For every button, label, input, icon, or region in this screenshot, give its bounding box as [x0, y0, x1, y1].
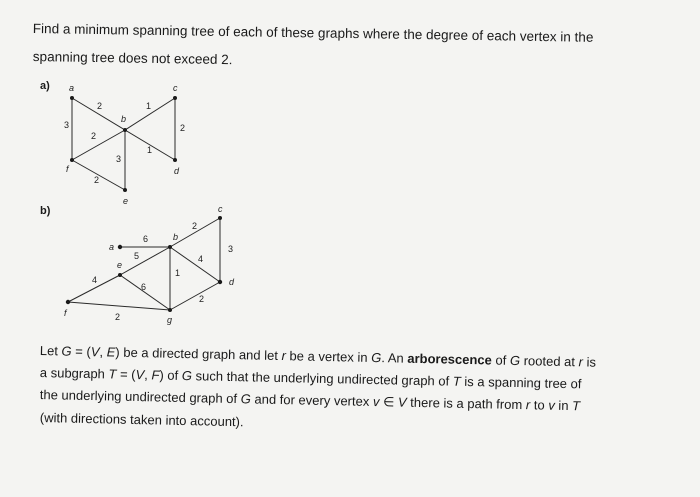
weight-f-g: 2	[115, 312, 121, 322]
vertex-label-a: a	[69, 83, 75, 93]
weight-c-d: 3	[228, 244, 234, 254]
definition-line-2: a subgraph T = (V, F) of G such that the underlying undirected graph of T is a spanning tree of	[39, 365, 582, 392]
vertex-d	[218, 280, 222, 284]
weight-b-e: 5	[134, 251, 140, 261]
weight-b-c: 1	[146, 101, 152, 111]
definition-line-1: Let G = (V, E) be a directed graph and let r be a vertex in G. An arborescence of G rooted at r is	[39, 343, 597, 370]
weight-a-b: 6	[143, 234, 149, 244]
definition-line-4: (with directions taken into account).	[39, 410, 244, 430]
vertex-f	[66, 300, 70, 304]
vertex-a	[118, 245, 122, 249]
weight-c-d: 2	[180, 123, 186, 133]
weight-b-g: 1	[175, 268, 181, 278]
weight-e-f: 4	[92, 275, 98, 285]
weight-b-d: 4	[198, 254, 204, 264]
edge-e-g	[120, 275, 170, 310]
vertex-label-d: d	[229, 277, 235, 287]
vertex-label-f: f	[66, 164, 69, 174]
weight-e-g: 6	[141, 282, 147, 292]
weight-b-f: 2	[91, 131, 97, 141]
vertex-label-e: e	[123, 196, 129, 206]
weight-b-e: 3	[116, 154, 122, 164]
vertex-label-f: f	[64, 308, 67, 318]
weight-g-d: 2	[199, 294, 205, 304]
vertex-label-d: d	[174, 166, 180, 176]
vertex-label-a: a	[109, 242, 115, 252]
definition-line-3: the underlying undirected graph of G and for every vertex v ∈ V there is a path from r to v in T	[39, 387, 581, 414]
edge-g-d	[170, 282, 220, 310]
question-line-2: spanning tree does not exceed 2.	[32, 49, 233, 68]
weight-b-c: 2	[192, 221, 198, 231]
vertex-c	[218, 216, 222, 220]
edge-f-g	[68, 302, 170, 310]
vertex-label-b: b	[121, 114, 127, 124]
vertex-label-b: b	[173, 232, 179, 242]
weight-b-d: 1	[147, 145, 153, 155]
weight-a-b: 2	[97, 101, 103, 111]
part-b-label: b)	[40, 205, 51, 217]
vertex-label-e: e	[117, 260, 123, 270]
vertex-label-c: c	[173, 83, 178, 93]
weight-a-f: 3	[64, 120, 70, 130]
question-line-1: Find a minimum spanning tree of each of these graphs where the degree of each vertex in the	[32, 21, 594, 45]
weight-f-e: 2	[94, 175, 100, 185]
vertex-e	[118, 273, 122, 277]
vertex-label-g: g	[167, 315, 173, 325]
part-a-label: a)	[40, 80, 50, 92]
vertex-label-c: c	[218, 204, 223, 214]
vertex-g	[168, 308, 172, 312]
arborescence-term: arborescence	[407, 350, 493, 368]
vertex-b	[168, 245, 172, 249]
edge-b-e	[120, 247, 170, 275]
